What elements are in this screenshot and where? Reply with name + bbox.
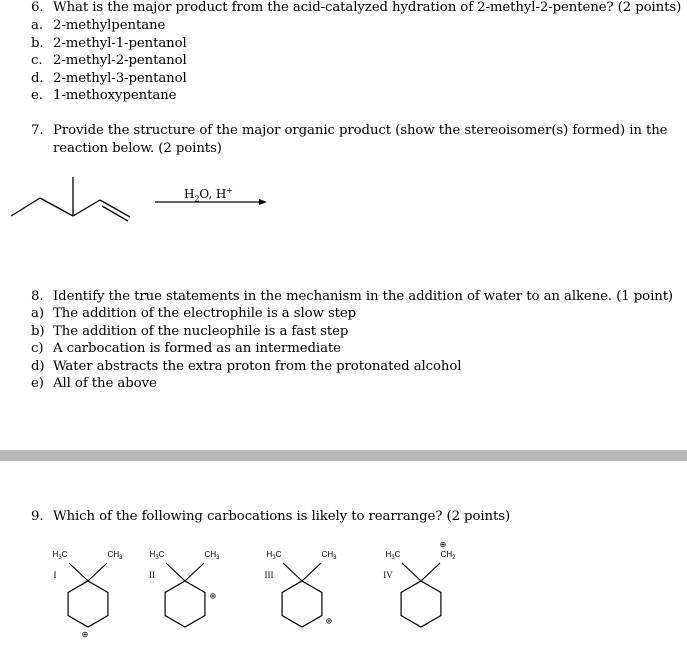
q8-option-letter: a) bbox=[31, 306, 44, 321]
roman-numeral: II bbox=[149, 570, 155, 580]
q9-structure-3 bbox=[242, 540, 362, 650]
q7-reagent: $H_2O$, H+ bbox=[184, 186, 233, 204]
q6-option-text: 2-methyl-3-pentanol bbox=[53, 70, 187, 86]
q6-option-text: 1-methoxypentane bbox=[53, 88, 177, 104]
q9-number: 9. bbox=[31, 509, 44, 524]
q8-option-text: A carbocation is formed as an intermediate bbox=[53, 341, 341, 357]
roman-numeral: IV bbox=[383, 570, 393, 580]
cyclohexane-ring bbox=[165, 581, 205, 627]
right-methyl-bond bbox=[421, 563, 440, 581]
cyclohexane-ring bbox=[282, 581, 322, 627]
q7-prompt-line1: Provide the structure of the major organic product (show the stereoisomer(s) formed) in the bbox=[53, 123, 668, 138]
q7-prompt-line2: reaction below. (2 points) bbox=[53, 141, 222, 156]
left-methyl-bond bbox=[402, 563, 421, 581]
cyclohexane-ring bbox=[401, 581, 441, 627]
q6-option-text: 2-methyl-1-pentanol bbox=[53, 35, 187, 51]
carbocation-charge: ⊕ bbox=[81, 630, 89, 639]
q6-option-letter: b. bbox=[31, 35, 44, 51]
q9-structure-4 bbox=[361, 540, 481, 650]
cyclohexane-ring bbox=[68, 581, 108, 627]
section-divider bbox=[0, 450, 687, 461]
q8-option-text: All of the above bbox=[53, 376, 157, 392]
q7-number: 7. bbox=[31, 123, 44, 138]
q8-option-text: Water abstracts the extra proton from the protonated alcohol bbox=[53, 358, 462, 374]
q6-prompt: What is the major product from the acid-catalyzed hydration of 2-methyl-2-pentene? (2 points) bbox=[53, 0, 682, 15]
carbocation-charge: ⊕ bbox=[325, 616, 333, 626]
left-group-label: $H_3C$ bbox=[266, 550, 282, 561]
q6-option-letter: c. bbox=[31, 53, 43, 69]
q8-prompt: Identify the true statements in the mechanism in the addition of water to an alkene. (1 point) bbox=[53, 289, 674, 304]
q8-number: 8. bbox=[31, 289, 44, 304]
q6-option-text: 2-methylpentane bbox=[53, 18, 166, 33]
roman-numeral: III bbox=[264, 570, 274, 580]
carbocation-charge: ⊕ bbox=[209, 591, 217, 601]
right-methyl-bond bbox=[302, 563, 321, 581]
q8-option-letter: e) bbox=[31, 376, 44, 392]
right-group-label: $CH_3$ bbox=[321, 550, 337, 561]
roman-numeral: I bbox=[53, 570, 57, 580]
left-group-label: $H_3C$ bbox=[149, 550, 165, 561]
left-group-label: $H_3C$ bbox=[52, 550, 68, 561]
q9-prompt: Which of the following carbocations is likely to rearrange? (2 points) bbox=[53, 509, 511, 524]
left-group-label: $H_3C$ bbox=[385, 550, 401, 561]
q9-structure-2 bbox=[125, 540, 245, 650]
q6-number: 6. bbox=[31, 0, 44, 15]
left-methyl-bond bbox=[166, 563, 185, 581]
q8-option-letter: c) bbox=[31, 341, 44, 357]
q6-option-letter: e. bbox=[31, 88, 43, 104]
right-methyl-bond bbox=[88, 563, 107, 581]
right-methyl-bond bbox=[185, 563, 204, 581]
q8-option-letter: d) bbox=[31, 358, 45, 374]
q6-option-letter: d. bbox=[31, 70, 44, 86]
q6-option-letter: a. bbox=[31, 18, 43, 33]
right-group-label: $CH_2$ bbox=[440, 550, 456, 561]
right-group-label: $CH_3$ bbox=[107, 550, 123, 561]
q8-option-text: The addition of the electrophile is a slow step bbox=[53, 306, 357, 321]
left-methyl-bond bbox=[69, 563, 88, 581]
left-methyl-bond bbox=[283, 563, 302, 581]
carbocation-charge: ⊕ bbox=[439, 540, 447, 549]
q8-option-text: The addition of the nucleophile is a fast step bbox=[53, 323, 349, 339]
q7-reaction-arrow bbox=[155, 196, 267, 208]
q8-option-letter: b) bbox=[31, 323, 45, 339]
right-group-label: $CH_3$ bbox=[204, 550, 220, 561]
q6-option-text: 2-methyl-2-pentanol bbox=[53, 53, 187, 69]
q7-alkene-structure bbox=[0, 170, 140, 240]
